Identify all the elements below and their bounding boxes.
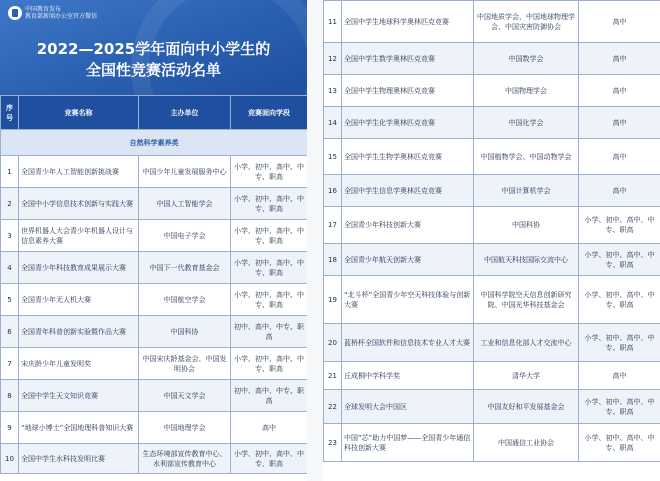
table-row [1,284,308,316]
table-row [324,324,660,362]
organizer: 中国航空学会 [139,284,231,316]
organizer: 中国航天科技国际交流中心 [474,244,579,276]
row-number: 16 [324,175,342,207]
grade-levels: 小学、初中、高中、中专、职高 [231,220,308,252]
organizer: 中国人工智能学会 [139,188,231,220]
row-number: 19 [324,276,342,324]
row-number: 4 [1,252,19,284]
table-row [1,316,308,348]
page-title-line2: 全国性竞赛活动名单 [85,61,221,79]
competition-name: “地球小博士”全国地理科普知识大赛 [19,412,139,444]
table-row [1,348,308,380]
grade-levels: 小学、初中、高中、中专、职高 [579,424,660,462]
logo-name: 中国教育发布 [25,6,62,13]
grade-levels: 小学、初中、高中、中专、职高 [579,276,660,324]
row-number: 1 [1,156,19,188]
table-row [1,252,308,284]
organizer: 清华大学 [474,362,579,390]
header-name: 竞赛名称 [19,96,139,130]
table-row [324,276,660,324]
row-number: 8 [1,380,19,412]
organizer: 中国数学会 [474,43,579,75]
competition-name: 全国青少年科技创新大赛 [342,207,474,244]
header-no: 序号 [1,96,19,130]
competition-name: 全国中学生物理奥林匹克竞赛 [342,75,474,107]
table-row [324,244,660,276]
row-number: 12 [324,43,342,75]
logo [8,6,97,20]
table-row [324,207,660,244]
competition-name: 全国中学生信息学奥林匹克竞赛 [342,175,474,207]
table-row [324,1,660,43]
grade-levels: 高中 [579,107,660,139]
row-number: 3 [1,220,19,252]
organizer: 中国天文学会 [139,380,231,412]
header-org: 主办单位 [139,96,231,130]
logo-subtitle: 教育部新闻办公室官方微信 [25,13,98,20]
row-number: 13 [324,75,342,107]
grade-levels: 初中、高中、中专、职高 [231,316,308,348]
row-number: 2 [1,188,19,220]
grade-levels: 小学、初中、高中、中专、职高 [231,252,308,284]
competition-name: 丘成桐中学科学奖 [342,362,474,390]
competition-name: 全国中学生数学奥林匹克竞赛 [342,43,474,75]
organizer: 中国友好和平发展基金会 [474,390,579,424]
table-row [324,175,660,207]
competition-name: 全国中学生生物学奥林匹克竞赛 [342,139,474,175]
grade-levels: 高中 [579,75,660,107]
competition-name: 蓝桥杯全国软件和信息技术专业人才大赛 [342,324,474,362]
competition-name: 全国中学生化学奥林匹克竞赛 [342,107,474,139]
organizer: 中国少年儿童发展服务中心 [139,156,231,188]
row-number: 17 [324,207,342,244]
organizer: 中国电子学会 [139,220,231,252]
page-title-line1: 2022—2025学年面向中小学生的 [36,40,271,58]
grade-levels: 初中、高中、中专、职高 [231,380,308,412]
grade-levels: 高中 [579,43,660,75]
row-number: 20 [324,324,342,362]
left-page [0,0,307,481]
table-row [1,156,308,188]
header-grades: 竞赛面向学段 [231,96,308,130]
table-row [324,107,660,139]
row-number: 23 [324,424,342,462]
competition-name: 全国青年科普创新实验暨作品大赛 [19,316,139,348]
row-number: 9 [1,412,19,444]
grade-levels: 高中 [579,362,660,390]
grade-levels: 高中 [231,412,308,444]
organizer: 中国下一代教育基金会 [139,252,231,284]
table-row [324,43,660,75]
organizer: 工业和信息化部人才交流中心 [474,324,579,362]
competition-name: 全国青少年航天创新大赛 [342,244,474,276]
right-page [323,0,660,481]
competition-name: 全国青少年科技教育成果展示大赛 [19,252,139,284]
row-number: 18 [324,244,342,276]
row-number: 10 [1,444,19,474]
organizer: 中国地理学会 [139,412,231,444]
row-number: 11 [324,1,342,43]
competition-name: 中国“芯”助力中国梦——全国青少年通信科技创新大赛 [342,424,474,462]
table-row [1,444,308,474]
grade-levels: 小学、初中、高中、中专、职高 [579,244,660,276]
table-row [324,424,660,462]
organizer: 中国化学会 [474,107,579,139]
grade-levels: 小学、初中、高中、中专、职高 [231,348,308,380]
grade-levels: 小学、初中、高中、中专、职高 [579,390,660,424]
grade-levels: 小学、初中、高中、中专、职高 [231,444,308,474]
organizer: 中国通信工业协会 [474,424,579,462]
grade-levels: 高中 [579,139,660,175]
competition-name: 全球发明大会中国区 [342,390,474,424]
grade-levels: 高中 [579,175,660,207]
row-number: 14 [324,107,342,139]
table-row [324,139,660,175]
table-row [1,220,308,252]
organizer: 中国科协 [474,207,579,244]
organizer: 生态环境部宣传教育中心、水利部宣传教育中心 [139,444,231,474]
table-header-row [1,96,308,130]
competition-name: 宋庆龄少年儿童发明奖 [19,348,139,380]
competition-table-right [323,0,660,462]
organizer: 中国科协 [139,316,231,348]
competition-name: 全国中小学信息技术创新与实践大赛 [19,188,139,220]
table-row [1,412,308,444]
organizer: 中国植物学会、中国动物学会 [474,139,579,175]
row-number: 7 [1,348,19,380]
table-row [324,390,660,424]
table-row [1,188,308,220]
grade-levels: 小学、初中、高中、中专、职高 [579,207,660,244]
organizer: 中国物理学会 [474,75,579,107]
title-banner [0,0,307,95]
competition-name: 世界机器人大会青少年机器人设计与信息素养大赛 [19,220,139,252]
organizer: 中国地质学会、中国地球物理学会、中国灾害防御协会 [474,1,579,43]
competition-table-left [0,95,308,474]
competition-name: 全国中学生水科技发明比赛 [19,444,139,474]
page-divider [307,0,323,481]
organizer: 中国科学院空天信息创新研究院、中国光华科技基金会 [474,276,579,324]
row-number: 6 [1,316,19,348]
competition-name: 全国青少年无人机大赛 [19,284,139,316]
competition-name: 全国中学生地球科学奥林匹克竞赛 [342,1,474,43]
section-row [1,130,308,156]
organizer: 中国计算机学会 [474,175,579,207]
competition-name: “北斗杯”全国青少年空天科技体验与创新大赛 [342,276,474,324]
row-number: 22 [324,390,342,424]
grade-levels: 小学、初中、高中、中专、职高 [579,324,660,362]
row-number: 21 [324,362,342,390]
row-number: 5 [1,284,19,316]
grade-levels: 高中 [579,1,660,43]
table-row [324,75,660,107]
grade-levels: 小学、初中、高中、中专、职高 [231,156,308,188]
table-row [1,380,308,412]
table-row [324,362,660,390]
organizer: 中国宋庆龄基金会、中国发明协会 [139,348,231,380]
grade-levels: 小学、初中、高中、中专、职高 [231,284,308,316]
section-title: 自然科学素养类 [1,130,308,156]
competition-name: 全国中学生天文知识竞赛 [19,380,139,412]
competition-name: 全国青少年人工智能创新挑战赛 [19,156,139,188]
logo-icon [8,6,22,20]
row-number: 15 [324,139,342,175]
grade-levels: 小学、初中、高中、中专、职高 [231,188,308,220]
